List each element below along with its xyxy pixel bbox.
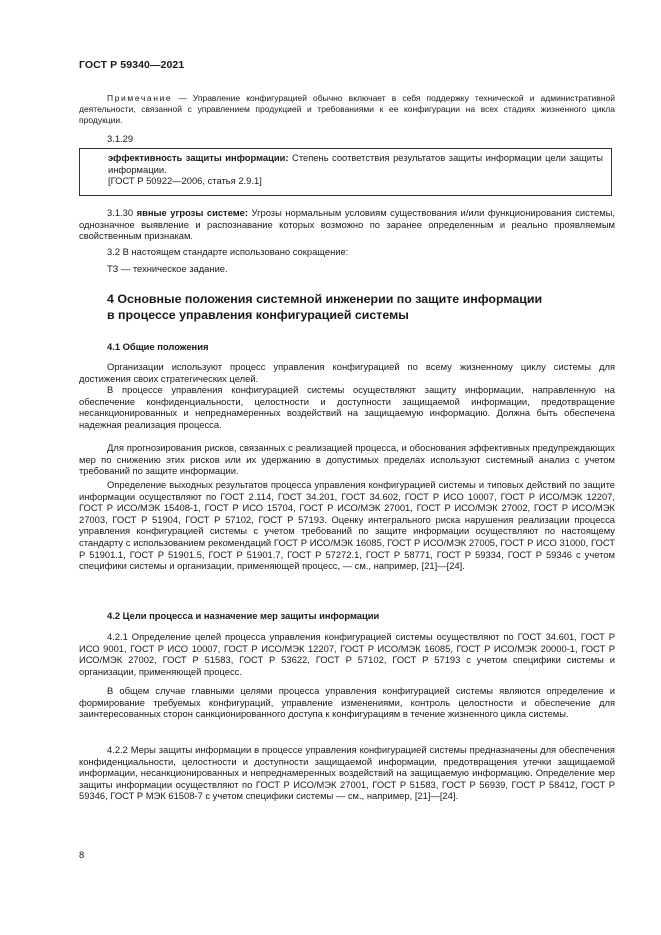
term-3-1-29-source: [ГОСТ Р 50922—2006, статья 2.9.1] — [108, 175, 262, 187]
term-3-1-30-text: Угрозы нормальным условиям существования и/или функционирования системы, однозначное выявление и распознавание которых возможно по заранее определенным и реально проявляемым свойственным признакам. — [79, 207, 615, 242]
section-4-heading-line2: в процессе управления конфигурацией системы — [107, 308, 409, 322]
section-4-1-heading: 4.1 Общие положения — [107, 341, 209, 352]
section-4-heading — [107, 291, 607, 323]
section-4-1-paragraph-3: Для прогнозирования рисков, связанных с реализацией процесса, и обоснования эффективных предупреждающих мер по снижению этих рисков или их удержанию в допустимых пределах используют системный анализ с учетом требований по защите информации. — [79, 442, 615, 477]
note-paragraph — [79, 93, 615, 127]
section-4-1-paragraph-4: Определение выходных результатов процесса управления конфигурацией системы и типовых действий по защите информации осуществляют по ГОСТ 2.114, ГОСТ 34.201, ГОСТ 34.602, ГОСТ Р ИСО 10007, ГОСТ Р ИСО/МЭК 12207, ГОСТ Р ИСО/МЭК 15408-1, ГОСТ Р ИСО 15704, ГОСТ Р ИСО/МЭК 27001, ГОСТ Р ИСО/МЭК 27002, ГОСТ Р ИСО/МЭК 27003, ГОСТ Р 51904, ГОСТ Р 57102, ГОСТ Р 57193. Оценку интегрального риска нарушения реализации процесса управления конфигурацией системы с учетом требований по защите информации осуществляют по настоящему стандарту с использованием рекомендаций ГОСТ Р ИСО/МЭК 16085, ГОСТ Р ИСО/МЭК 27005, ГОСТ Р ИСО 31000, ГОСТ Р 51901.1, ГОСТ Р 51901.5, ГОСТ Р 51901.7, ГОСТ Р 57272.1, ГОСТ Р 58771, ГОСТ Р 59334, ГОСТ Р 59346 с учетом специфики системы и организации, применяющей процесс, — см., например, [21]—[24]. — [79, 479, 615, 572]
clause-3-2: 3.2 В настоящем стандарте использовано сокращение: — [107, 246, 349, 257]
section-4-2-paragraph-3: 4.2.2 Меры защиты информации в процессе управления конфигурацией системы предназначены для обеспечения конфиденциальности, целостности и доступности защищаемой информации, предотвращения утечки защищаемой информации, несанкционированных и непреднамеренных воздействий на защищаемую информацию. Определение мер защиты информации осуществляют по ГОСТ Р ИСО/МЭК 27001, ГОСТ Р 51583, ГОСТ Р 56939, ГОСТ Р 58412, ГОСТ Р 59346, ГОСТ Р МЭК 61508-7 с учетом специфики системы — см., например, [21]—[24]. — [79, 744, 615, 802]
section-4-2-paragraph-1: 4.2.1 Определение целей процесса управления конфигурацией системы осуществляют по ГОСТ 34.601, ГОСТ Р ИСО 9001, ГОСТ Р ИСО 10007, ГОСТ Р ИСО/МЭК 12207, ГОСТ Р ИСО/МЭК 16085, ГОСТ Р ИСО/МЭК 20000-1, ГОСТ Р ИСО/МЭК 27002, ГОСТ Р 51583, ГОСТ Р 53622, ГОСТ Р 57102, ГОСТ Р 57193 с учетом специфики системы и организации, применяющей процесс. — [79, 631, 615, 677]
section-4-2-paragraph-2: В общем случае главными целями процесса управления конфигурацией системы являются определение и формирование требуемых конфигураций, управление изменениями, контроль целостности и обеспечение для заинтересованных сторон санкционированного доступа к конфигурациям в течение жизненного цикла системы. — [79, 685, 615, 720]
abbreviation-line: ТЗ — техническое задание. — [107, 263, 228, 274]
note-text: — Управление конфигурацией обычно включает в себя поддержку технической и административной деятельности, связанной с управлением продукцией и требованиями к ее конфигурации на всех стадиях жизненного цикла продукции. — [79, 93, 615, 126]
term-3-1-30-number: 3.1.30 — [107, 207, 137, 218]
term-3-1-30-paragraph — [79, 207, 615, 242]
term-3-1-30-term: явные угрозы системе: — [136, 207, 249, 218]
page-header-standard: ГОСТ Р 59340—2021 — [79, 59, 185, 71]
section-4-1-paragraph-1: Организации используют процесс управления конфигурацией по всему жизненному циклу системы для достижения своих стратегических целей. — [79, 361, 615, 384]
section-4-heading-line1: 4 Основные положения системной инженерии по защите информации — [107, 292, 543, 306]
page-number: 8 — [79, 849, 85, 860]
note-label: Примечание — [107, 93, 173, 103]
term-3-1-29-text: Степень соответствия результатов защиты информации цели защиты информации. — [108, 152, 604, 175]
term-3-1-29-definition — [108, 152, 603, 175]
section-4-2-heading: 4.2 Цели процесса и назначение мер защиты информации — [107, 610, 380, 621]
term-definition-box — [79, 148, 612, 196]
section-4-1-paragraph-2: В процессе управления конфигурацией системы осуществляют защиту информации, направленную на обеспечение конфиденциальности, целостности и доступности защищаемой информации, предотвращение несанкционированных и непреднамеренных воздействий на защищаемую информацию. Должна быть обеспечена надежная реализация процесса. — [79, 384, 615, 430]
term-number-3-1-29: 3.1.29 — [107, 133, 134, 144]
term-3-1-29-term: эффективность защиты информации: — [108, 152, 289, 163]
